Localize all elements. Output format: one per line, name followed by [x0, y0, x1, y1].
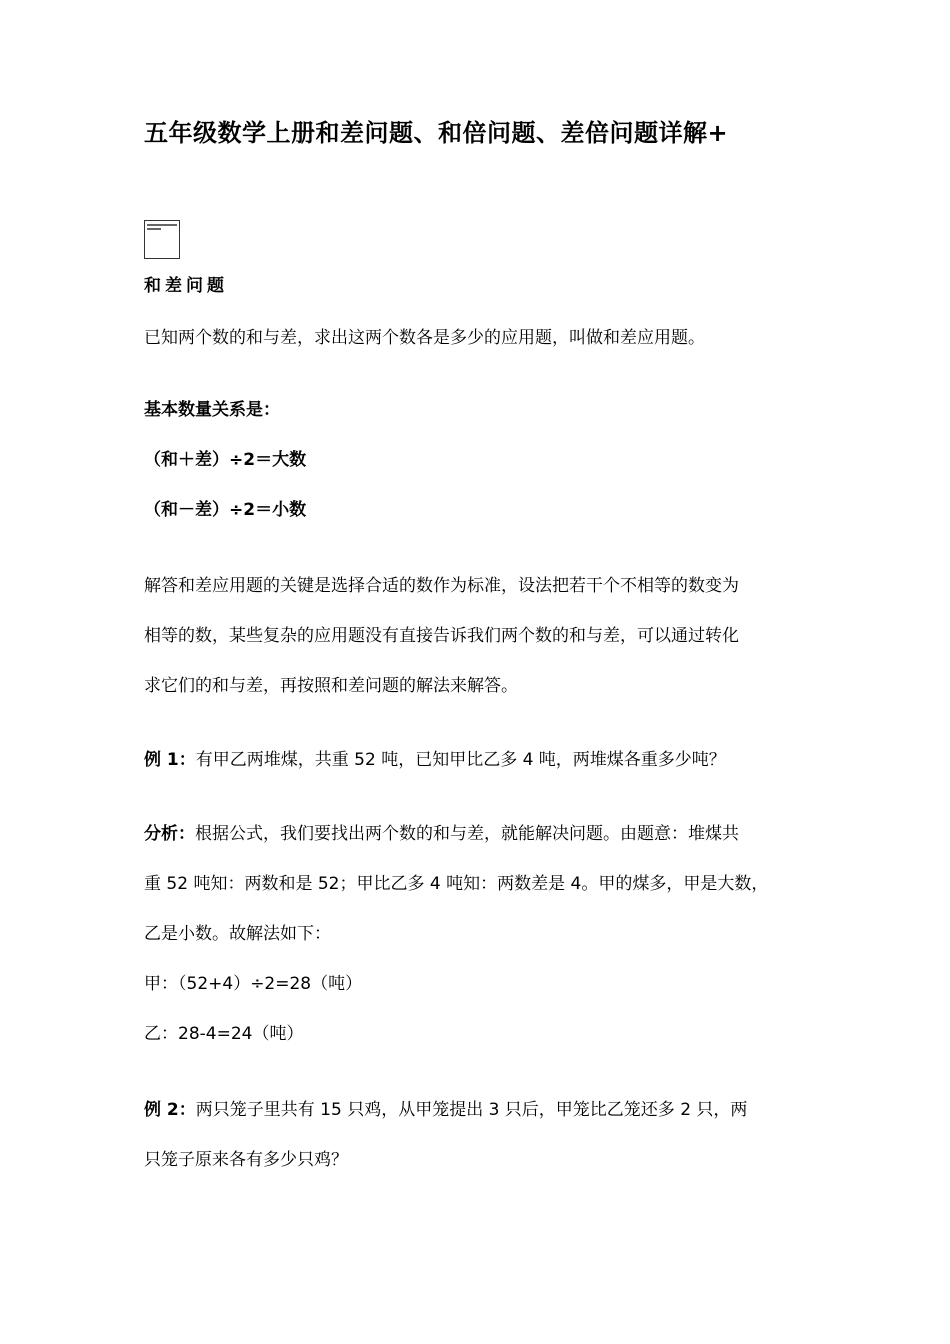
example1-text: 有甲乙两堆煤，共重 52 吨，已知甲比乙多 4 吨，两堆煤各重多少吨？ [195, 750, 726, 770]
example1 [144, 748, 726, 772]
analysis-line: 乙是小数。故解法如下： [144, 924, 331, 944]
analysis-label: 分析： [144, 824, 195, 844]
example2-line: 只笼子原来各有多少只鸡？ [144, 1150, 348, 1170]
solution-line: 乙：28-4=24（吨） [144, 1024, 304, 1044]
example2 [144, 1098, 747, 1122]
example2-text: 两只笼子里共有 15 只鸡，从甲笼提出 3 只后，甲笼比乙笼还多 2 只，两 [195, 1100, 748, 1120]
example1-label: 例 1： [144, 750, 196, 770]
thumbnail-text-line [147, 224, 177, 226]
thumbnail-image [144, 220, 180, 259]
relation-heading: 基本数量关系是： [144, 400, 280, 420]
analysis-line: 重 52 吨知：两数和是 52；甲比乙多 4 吨知：两数差是 4。甲的煤多，甲是大数， [144, 874, 769, 894]
paragraph-line: 相等的数，某些复杂的应用题没有直接告诉我们两个数的和与差，可以通过转化 [144, 626, 739, 646]
paragraph-line: 解答和差应用题的关键是选择合适的数作为标准，设法把若干个不相等的数变为 [144, 576, 739, 596]
section-heading: 和差问题 [144, 276, 228, 296]
paragraph-line: 求它们的和与差，再按照和差问题的解法来解答。 [144, 676, 518, 696]
document-title: 五年级数学上册和差问题、和倍问题、差倍问题详解+ [144, 119, 729, 147]
solution-line: 甲：（52+4）÷2=28（吨） [144, 974, 363, 994]
definition-text: 已知两个数的和与差，求出这两个数各是多少的应用题，叫做和差应用题。 [144, 328, 705, 348]
formula-big-number: （和＋差）÷2＝大数 [144, 450, 307, 470]
thumbnail-text-line [147, 228, 161, 230]
analysis-line [144, 822, 739, 846]
analysis-text: 根据公式，我们要找出两个数的和与差，就能解决问题。由题意：堆煤共 [195, 824, 739, 844]
example2-label: 例 2： [144, 1100, 196, 1120]
formula-small-number: （和－差）÷2＝小数 [144, 500, 307, 520]
